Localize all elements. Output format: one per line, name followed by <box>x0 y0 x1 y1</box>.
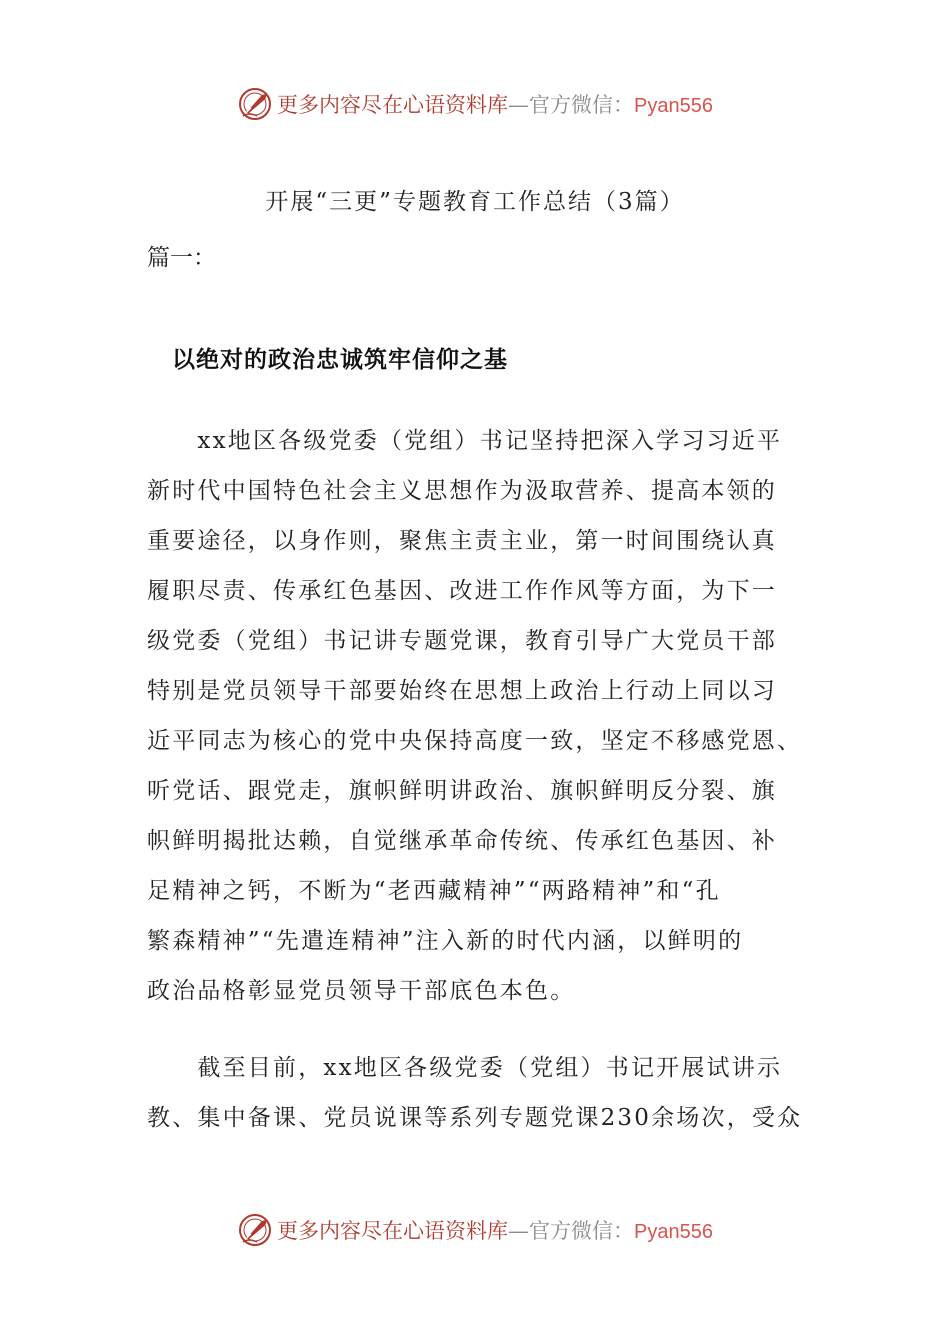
text-line: 繁森精神”“先遣连精神”注入新的时代内涵，以鲜明的 <box>147 928 744 954</box>
paragraph-1 <box>147 416 807 1016</box>
watermark-wechat-label: 官方微信： <box>529 93 635 117</box>
text-line: 政治品格彰显党员领导干部底色本色。 <box>147 978 576 1004</box>
watermark-text <box>277 89 713 119</box>
text-line: 足精神之钙，不断为“老西藏精神”“两路精神”和“孔 <box>147 878 721 904</box>
text-line: xx地区各级党委（党组）书记坚持把深入学习习近平 <box>147 428 783 454</box>
watermark-wechat-id: Pyan556 <box>634 95 713 117</box>
quill-pen-seal-icon <box>237 86 273 122</box>
watermark-banner-top <box>0 84 950 124</box>
watermark-wechat-label: 官方微信： <box>529 1219 635 1243</box>
text-line: 听党话、跟党走，旗帜鲜明讲政治、旗帜鲜明反分裂、旗 <box>147 778 777 804</box>
text-line: 截至目前，xx地区各级党委（党组）书记开展试讲示 <box>147 1055 783 1081</box>
quill-pen-seal-icon <box>237 1212 273 1248</box>
watermark-dash: — <box>508 1219 530 1243</box>
text-line: 重要途径，以身作则，聚焦主责主业，第一时间围绕认真 <box>147 528 777 554</box>
text-line: 新时代中国特色社会主义思想作为汲取营养、提高本领的 <box>147 478 777 504</box>
watermark-banner-bottom <box>0 1210 950 1250</box>
watermark-main-text: 更多内容尽在心语资料库 <box>277 93 509 117</box>
text-line: 特别是党员领导干部要始终在思想上政治上行动上同以习 <box>147 678 777 704</box>
watermark-main-text: 更多内容尽在心语资料库 <box>277 1219 509 1243</box>
text-line: 帜鲜明揭批达赖，自觉继承革命传统、传承红色基因、补 <box>147 828 777 854</box>
watermark-text <box>277 1215 713 1245</box>
watermark-wechat-id: Pyan556 <box>634 1221 713 1243</box>
section-label: 篇一： <box>147 245 216 271</box>
paragraph-2 <box>147 1043 807 1143</box>
text-line: 教、集中备课、党员说课等系列专题党课230余场次，受众 <box>147 1105 803 1131</box>
text-line: 近平同志为核心的党中央保持高度一致，坚定不移感党恩、 <box>147 728 803 754</box>
watermark-dash: — <box>508 93 530 117</box>
text-line: 级党委（党组）书记讲专题党课，教育引导广大党员干部 <box>147 628 777 654</box>
document-title: 开展“三更”专题教育工作总结（3篇） <box>265 189 685 215</box>
text-line: 履职尽责、传承红色基因、改进工作作风等方面，为下一 <box>147 578 777 604</box>
section-subheading: 以绝对的政治忠诚筑牢信仰之基 <box>172 346 508 373</box>
